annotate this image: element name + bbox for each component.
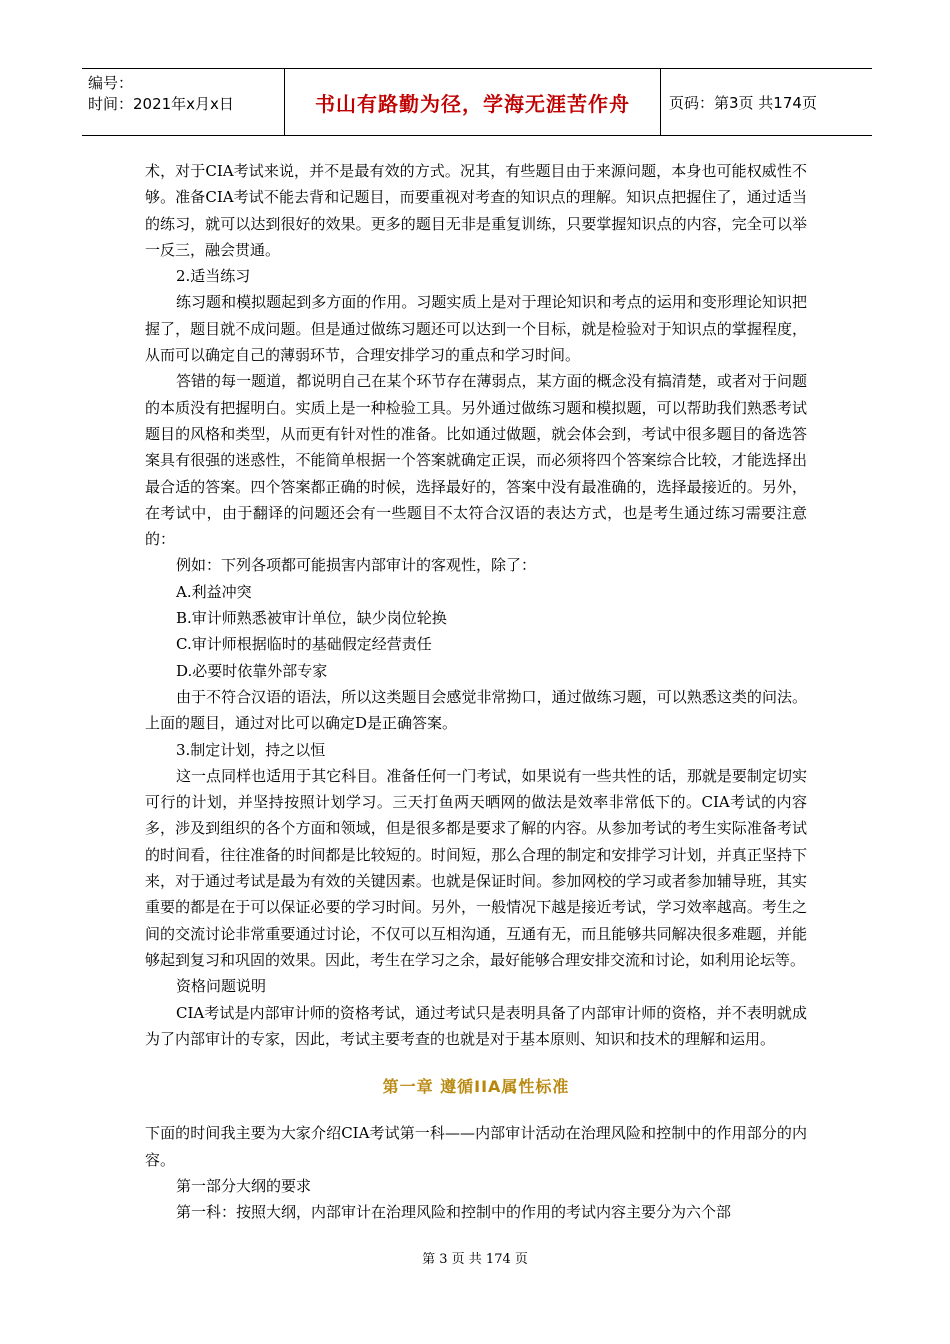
paragraph: 第一科：按照大纲，内部审计在治理风险和控制中的作用的考试内容主要分为六个部 (176, 1203, 732, 1222)
number-label: 编号： (88, 74, 134, 92)
header-meta (82, 69, 285, 135)
page-footer: 第 3 页 共 174 页 (422, 1252, 528, 1267)
header-motto: 书山有路勤为径，学海无涯苦作舟 (285, 69, 661, 135)
option-c: C.审计师根据临时的基础假定经营责任 (176, 635, 432, 654)
time-label: 时间：2021年x月x日 (88, 95, 234, 113)
example-question: 例如：下列各项都可能损害内部审计的客观性，除了： (176, 556, 537, 575)
paragraph: 这一点同样也适用于其它科目。准备任何一门考试，如果说有一些共性的话，那就是要制定切实可行的计划，并坚持按照计划学习。三天打鱼两天晒网的做法是效率非常低下的。CIA考试的内容多，涉及到组织的各个方面和领域，但是很多都是要求了解的内容。从参加考试的考生实际准备考试的时间看，往往准备的时间都是比较短的。时间短，那么合理的制定和安排学习计划，并真正坚持下来，对于通过考试是最为有效的关键因素。也就是保证时间。参加网校的学习或者参加辅导班，其实重要的都是在于可以保证必要的学习时间。另外，一般情况下越是接近考试，学习效率越高。考生之间的交流讨论非常重要通过讨论，不仅可以互相沟通，互通有无，而且能够共同解决很多难题，并能够起到复习和巩固的效果。因此，考生在学习之余，最好能够合理安排交流和讨论，如利用论坛等。 (145, 766, 807, 969)
section-heading-qualification: 资格问题说明 (176, 977, 267, 996)
paragraph: 由于不符合汉语的语法，所以这类题目会感觉非常拗口，通过做练习题，可以熟悉这类的问法。上面的题目，通过对比可以确定D是正确答案。 (145, 687, 807, 733)
document-body (145, 158, 807, 1226)
chapter-title: 第一章 遵循IIA属性标准 (382, 1077, 570, 1097)
option-d: D.必要时依靠外部专家 (176, 661, 328, 680)
section-heading-practice: 2.适当练习 (176, 267, 251, 286)
section-heading-outline: 第一部分大纲的要求 (176, 1176, 312, 1195)
option-b: B.审计师熟悉被审计单位，缺少岗位轮换 (176, 609, 447, 628)
option-a: A.利益冲突 (176, 582, 252, 601)
paragraph: 术，对于CIA考试来说，并不是最有效的方式。况其，有些题目由于来源问题，本身也可能权威性不够。准备CIA考试不能去背和记题目，而要重视对考查的知识点的理解。知识点把握住了，通过适当的练习，就可以达到很好的效果。更多的题目无非是重复训练，只要掌握知识点的内容，完全可以举一反三，融会贯通。 (145, 162, 807, 259)
page-header (82, 68, 872, 136)
paragraph: 练习题和模拟题起到多方面的作用。习题实质上是对于理论知识和考点的运用和变形理论知识把握了，题目就不成问题。但是通过做练习题还可以达到一个目标，就是检验对于知识点的掌握程度，从而可以确定自己的薄弱环节，合理安排学习的重点和学习时间。 (145, 293, 807, 365)
paragraph: CIA考试是内部审计师的资格考试，通过考试只是表明具备了内部审计师的资格，并不表明就成为了内部审计的专家，因此，考试主要考查的也就是对于基本原则、知识和技术的理解和运用。 (145, 1003, 807, 1048)
paragraph: 答错的每一题道，都说明自己在某个环节存在薄弱点，某方面的概念没有搞清楚，或者对于问题的本质没有把握明白。实质上是一种检验工具。另外通过做练习题和模拟题，可以帮助我们熟悉考试题目的风格和类型，从而更有针对性的准备。比如通过做题，就会体会到，考试中很多题目的备选答案具有很强的迷惑性，不能简单根据一个答案就确定正误，而必须将四个答案综合比较，才能选择出最合适的答案。四个答案都正确的时候，选择最好的，答案中没有最准确的，选择最接近的。另外，在考试中，由于翻译的问题还会有一些题目不太符合汉语的表达方式，也是考生通过练习需要注意的： (145, 372, 807, 549)
header-page-info: 页码：第3页 共174页 (669, 93, 817, 112)
section-heading-plan: 3.制定计划，持之以恒 (176, 740, 326, 759)
paragraph: 下面的时间我主要为大家介绍CIA考试第一科——内部审计活动在治理风险和控制中的作用部分的内容。 (145, 1124, 807, 1169)
